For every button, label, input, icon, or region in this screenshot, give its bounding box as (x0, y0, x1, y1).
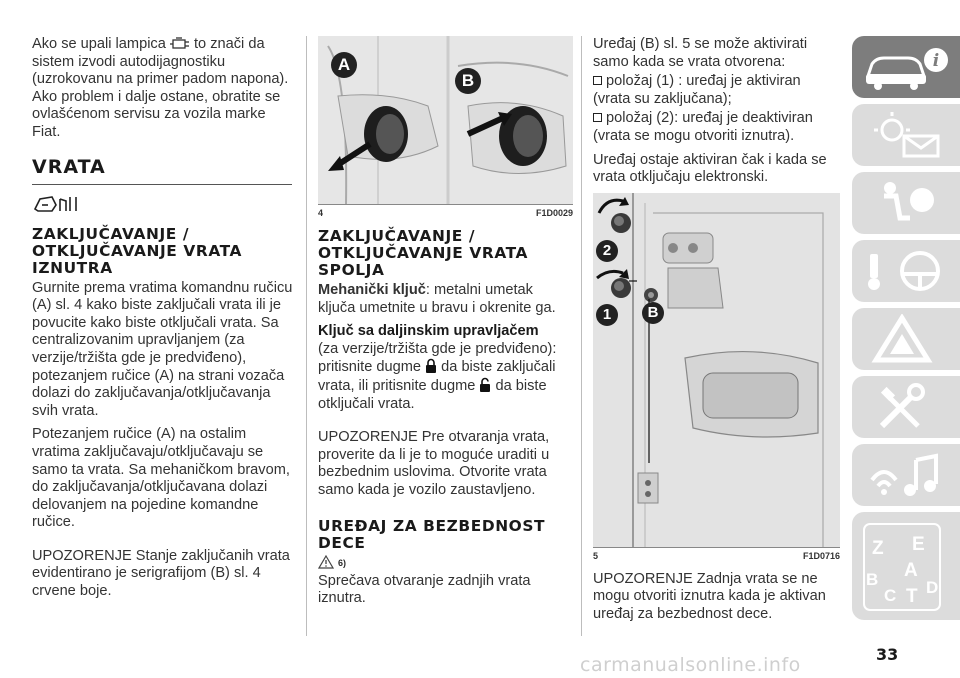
warning-note-icon (318, 555, 334, 569)
tab-warning-lights[interactable] (852, 104, 960, 166)
warning-outside: UPOZORENJE Pre otvaranja vrata, proverite da li je to moguće uraditi u bezbednim uslovima. Otvorite vrata samo kada je vozilo zaustavljeno. (318, 429, 550, 498)
figure-4-label-a: A (337, 55, 351, 74)
wrench-tools-icon (862, 382, 952, 432)
figure-5 (593, 193, 840, 547)
remote-key-paragraph: Ključ sa daljinskim upravljačem (za verzije/tržišta gde je predviđeno): pritisnite dugme da biste zaključali vrata, ili pritisnite dugme da biste otključali vrata. (318, 323, 557, 412)
column-middle (318, 36, 573, 608)
tab-car-info[interactable] (852, 36, 960, 98)
warning-child-lock: UPOZORENJE Zadnja vrata se ne mogu otvoriti iznutra kada je aktivan uređaj za bezbednost dece. (593, 570, 826, 622)
index-letter-t: T (906, 586, 918, 607)
index-letter-c: C (884, 586, 897, 605)
figure-5-number: 5 (593, 550, 599, 561)
figure-5-label-1: 1 (602, 305, 612, 323)
tab-starting-driving[interactable] (852, 240, 960, 302)
figure-4-caption (318, 204, 573, 220)
column-left (32, 36, 294, 601)
mechanical-key-paragraph: Mehanički ključ: metalni umetak ključa umetnite u bravu i okrenite ga. (318, 282, 556, 316)
figure-5-label-2: 2 (602, 241, 612, 259)
car-info-icon (862, 42, 952, 92)
engine-fault-icon (170, 37, 190, 51)
figure-5-caption (593, 547, 840, 563)
figure-4-label-b: B (461, 71, 475, 90)
figure-5-code: F1D0716 (802, 550, 840, 561)
steering-key-icon (862, 246, 952, 296)
subsection-title-outside: ZAKLJUČAVANJE / OTKLJUČAVANJE VRATA SPOLJA (318, 227, 529, 279)
music-media-icon (862, 450, 952, 500)
paragraph-inside-2: Potezanjem ručice (A) na ostalim vratima zaključavaju/otključavaju se samo ta vrata. Sa mehaničkom bravom, do zaključavanja/otključavana dolazi delovanjem na pojedine komandne ručice. (32, 426, 290, 531)
door-lock-symbol-icon (32, 193, 82, 215)
section-title-rule (32, 184, 292, 185)
figure-4-number: 4 (318, 208, 324, 218)
subsection-title-inside: ZAKLJUČAVANJE / OTKLJUČAVANJE VRATA IZNUTRA (32, 224, 243, 277)
remote-key-title: Ključ sa daljinskim upravljačem (318, 323, 539, 340)
figure-4 (318, 36, 573, 204)
column-separator-left (306, 36, 307, 636)
child-lock-intro: Uređaj (B) sl. 5 se može aktivirati samo kada se vrata otvorena: (593, 36, 808, 70)
bullet-square (593, 76, 602, 85)
tab-emergency[interactable] (852, 308, 960, 370)
index-letter-d: D (926, 578, 939, 597)
note-reference: 6) (318, 555, 573, 573)
intro-paragraph: Ako se upali lampica to znači da sistem izvodi autodijagnostiku (uzrokovanu na primer padom napona). Ako problem i dalje ostane, obratite se ovlašćenom servisu za vozila marke Fiat. (32, 36, 289, 140)
bullet-position-2: položaj (2): uređaj je deaktiviran (vrata se mogu otvoriti iznutra). (593, 110, 813, 144)
tab-maintenance[interactable] (852, 376, 960, 438)
warning-triangle-icon (862, 314, 952, 364)
svg-text:i: i (932, 51, 940, 71)
tab-index[interactable] (852, 512, 960, 620)
index-letter-b: B (866, 570, 879, 589)
warning-lights-icon (862, 110, 952, 160)
tab-safety[interactable] (852, 172, 960, 234)
lock-open-icon (479, 377, 491, 393)
page-number: 33 (876, 645, 899, 664)
column-separator-right (581, 36, 582, 636)
column-right (593, 36, 840, 624)
child-safety-paragraph: Sprečava otvaranje zadnjih vrata iznutra. (318, 572, 531, 607)
paragraph-inside-1: Gurnite prema vratima komandnu ručicu (A) sl. 4 kako biste zaključali vrata ili je povucite kako biste otključali vrata. Sa centralizovanim upravljanjem (za verzije/tržišta gde je predviđeno), potezanjem ručice (A) na strani vozača dolazi do zaključavanja/otključavanja svih vrata. (32, 279, 293, 419)
bullet-square (593, 113, 602, 122)
watermark: carmanualsonline.info (580, 654, 801, 676)
child-lock-paragraph: Uređaj ostaje aktiviran čak i kada se vrata otključaju elektronski. (593, 151, 827, 186)
door-edge-illustration (593, 193, 840, 547)
figure-4-code: F1D0029 (535, 208, 573, 218)
section-title-vrata: VRATA (32, 155, 106, 178)
bullet-position-1: položaj (1) : uređaj je aktiviran (vrata su zaključana); (593, 73, 801, 107)
airbag-seat-icon (862, 178, 952, 228)
figure-5-label-b: B (647, 303, 659, 321)
section-title-child-safety: UREĐAJ ZA BEZBEDNOST DECE (318, 516, 546, 552)
warning-inside: UPOZORENJE Stanje zaključanih vrata evidentirano je serigrafijom (B) sl. 4 crvene boje. (32, 547, 290, 600)
lock-closed-icon (425, 358, 437, 374)
index-letter-z: Z (872, 538, 884, 559)
index-letter-e: E (912, 534, 925, 555)
index-letter-a: A (904, 560, 918, 581)
tab-multimedia[interactable] (852, 444, 960, 506)
